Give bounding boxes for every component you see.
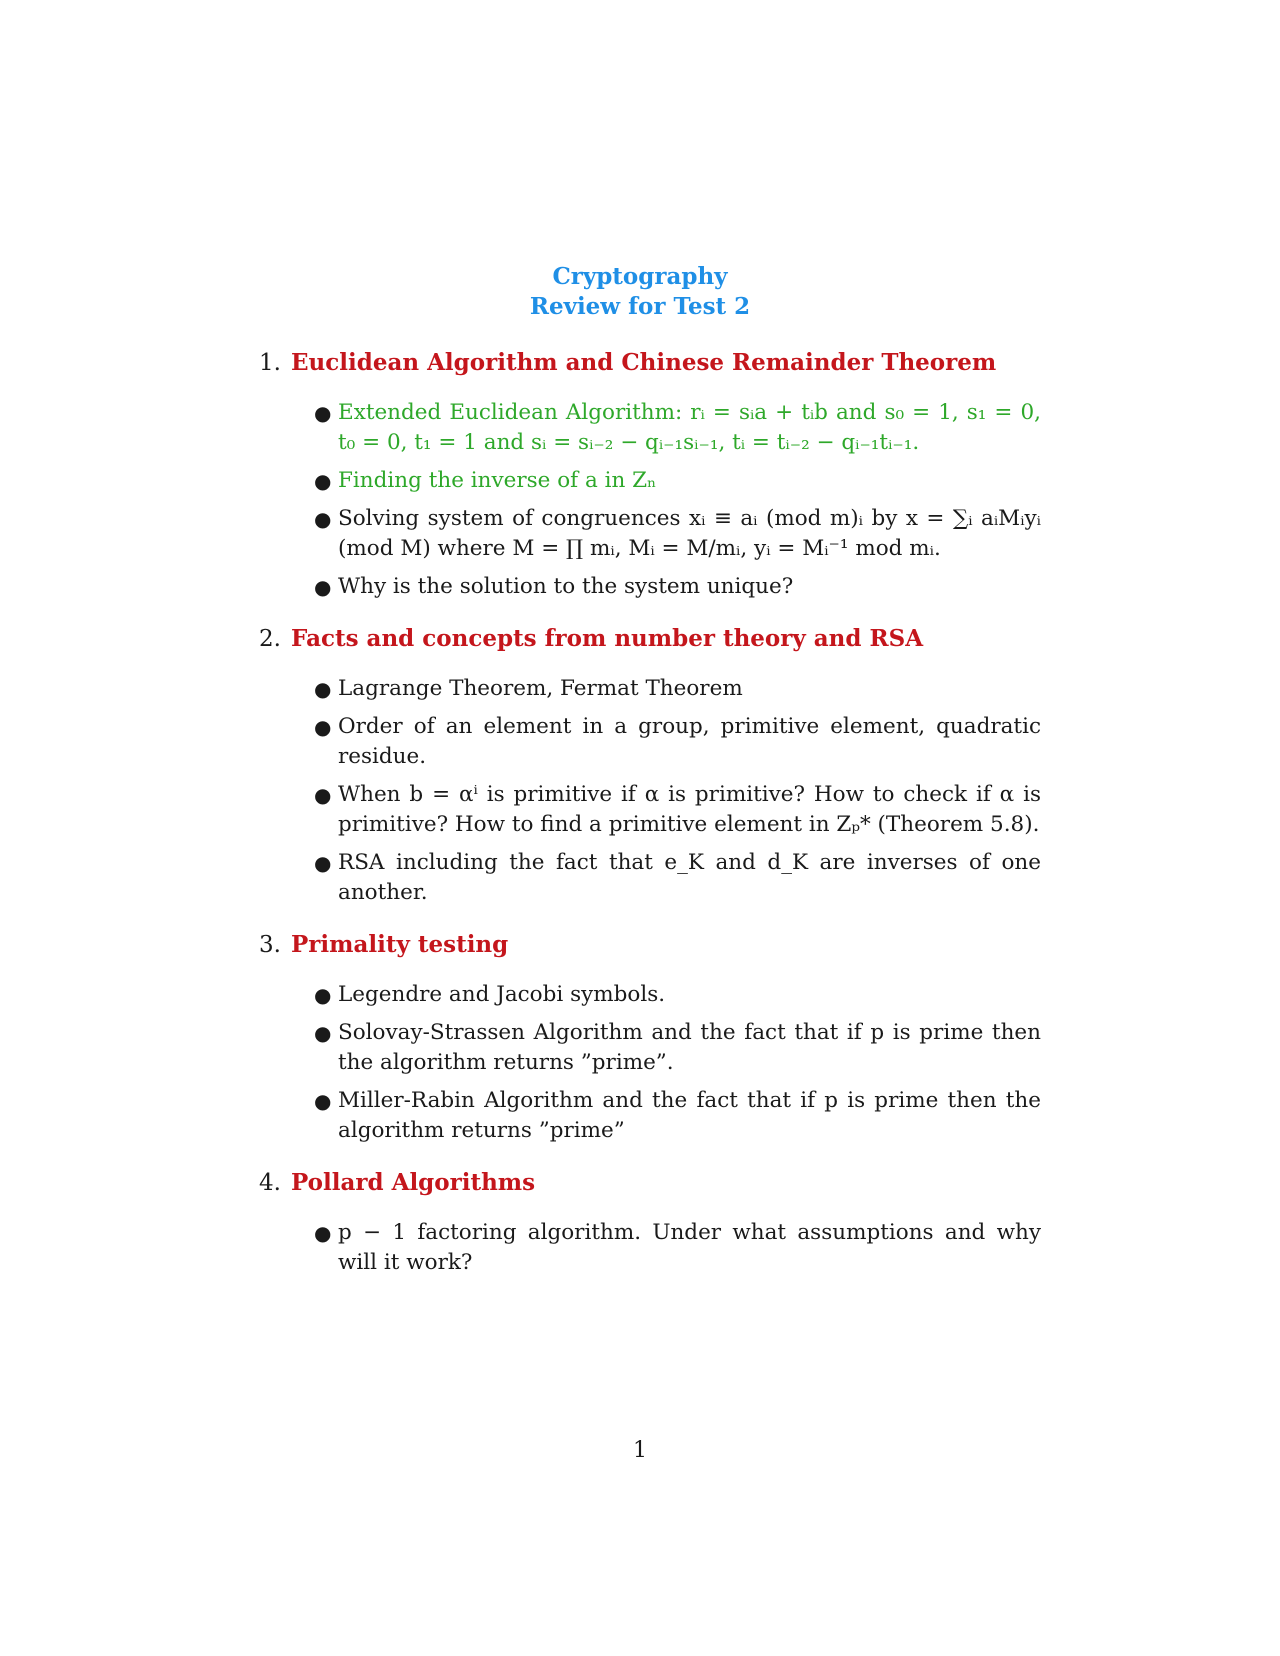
item-text: Extended Euclidean Algorithm: rᵢ = sᵢa + tᵢb and s₀ = 1, s₁ = 0, t₀ = 0, t₁ = 1 and sᵢ = sᵢ₋₂ − qᵢ₋₁sᵢ₋₁, tᵢ = tᵢ₋₂ − qᵢ₋₁tᵢ₋₁. xyxy=(338,400,1041,455)
bullet-icon: ● xyxy=(314,1089,332,1113)
bullet-icon: ● xyxy=(314,983,332,1007)
list-item xyxy=(314,1086,1041,1146)
section-number: 2. xyxy=(259,626,281,652)
list-item xyxy=(314,504,1041,564)
item-text: Finding the inverse of a in Zₙ xyxy=(338,468,657,493)
bullet-icon: ● xyxy=(314,507,332,531)
section-items xyxy=(259,398,1041,602)
section-title: Euclidean Algorithm and Chinese Remainder Theorem xyxy=(291,349,997,376)
section-2 xyxy=(259,624,1041,908)
bullet-icon: ● xyxy=(314,715,332,739)
list-item xyxy=(314,398,1041,458)
section-1 xyxy=(259,348,1041,602)
item-text: Solovay-Strassen Algorithm and the fact that if p is prime then the algorithm returns ”prime”. xyxy=(338,1020,1041,1075)
bullet-icon: ● xyxy=(314,401,332,425)
list-item xyxy=(314,1018,1041,1078)
section-heading xyxy=(259,930,1041,960)
section-number: 1. xyxy=(259,350,281,376)
title-block xyxy=(0,262,1280,322)
item-text: Lagrange Theorem, Fermat Theorem xyxy=(338,676,743,701)
list-item xyxy=(314,848,1041,908)
bullet-icon: ● xyxy=(314,677,332,701)
list-item xyxy=(314,780,1041,840)
section-title: Pollard Algorithms xyxy=(291,1169,536,1196)
item-text: Legendre and Jacobi symbols. xyxy=(338,982,666,1007)
bullet-icon: ● xyxy=(314,851,332,875)
list-item xyxy=(314,980,1041,1010)
section-title: Facts and concepts from number theory and RSA xyxy=(291,625,924,652)
bullet-icon: ● xyxy=(314,783,332,807)
section-3 xyxy=(259,930,1041,1146)
bullet-icon: ● xyxy=(314,469,332,493)
section-number: 3. xyxy=(259,932,281,958)
section-title: Primality testing xyxy=(291,931,509,958)
list-item xyxy=(314,466,1041,496)
item-text: Order of an element in a group, primitive element, quadratic residue. xyxy=(338,714,1041,769)
section-items xyxy=(259,1218,1041,1278)
review-content xyxy=(259,348,1041,1300)
section-items xyxy=(259,980,1041,1146)
page-number: 1 xyxy=(633,1438,647,1463)
document-subtitle: Review for Test 2 xyxy=(529,293,751,320)
bullet-icon: ● xyxy=(314,1221,332,1245)
list-item xyxy=(314,572,1041,602)
section-number: 4. xyxy=(259,1170,281,1196)
list-item xyxy=(314,1218,1041,1278)
section-items xyxy=(259,674,1041,908)
section-heading xyxy=(259,624,1041,654)
item-text: p − 1 factoring algorithm. Under what assumptions and why will it work? xyxy=(338,1220,1041,1275)
item-text: Why is the solution to the system unique? xyxy=(338,574,794,599)
item-text: When b = αⁱ is primitive if α is primitive? How to check if α is primitive? How to find a primitive element in Zₚ* (Theorem 5.8). xyxy=(338,782,1041,837)
item-text: Miller-Rabin Algorithm and the fact that if p is prime then the algorithm returns ”prime” xyxy=(338,1088,1041,1143)
section-heading xyxy=(259,348,1041,378)
section-4 xyxy=(259,1168,1041,1278)
bullet-icon: ● xyxy=(314,575,332,599)
list-item xyxy=(314,712,1041,772)
item-text: RSA including the fact that e_K and d_K are inverses of one another. xyxy=(338,850,1041,905)
list-item xyxy=(314,674,1041,704)
section-heading xyxy=(259,1168,1041,1198)
document-title: Cryptography xyxy=(552,263,728,290)
item-text: Solving system of congruences xᵢ ≡ aᵢ (mod m)ᵢ by x = ∑ᵢ aᵢMᵢyᵢ (mod M) where M = ∏ mᵢ, Mᵢ = M/mᵢ, yᵢ = Mᵢ⁻¹ mod mᵢ. xyxy=(338,506,1041,561)
bullet-icon: ● xyxy=(314,1021,332,1045)
